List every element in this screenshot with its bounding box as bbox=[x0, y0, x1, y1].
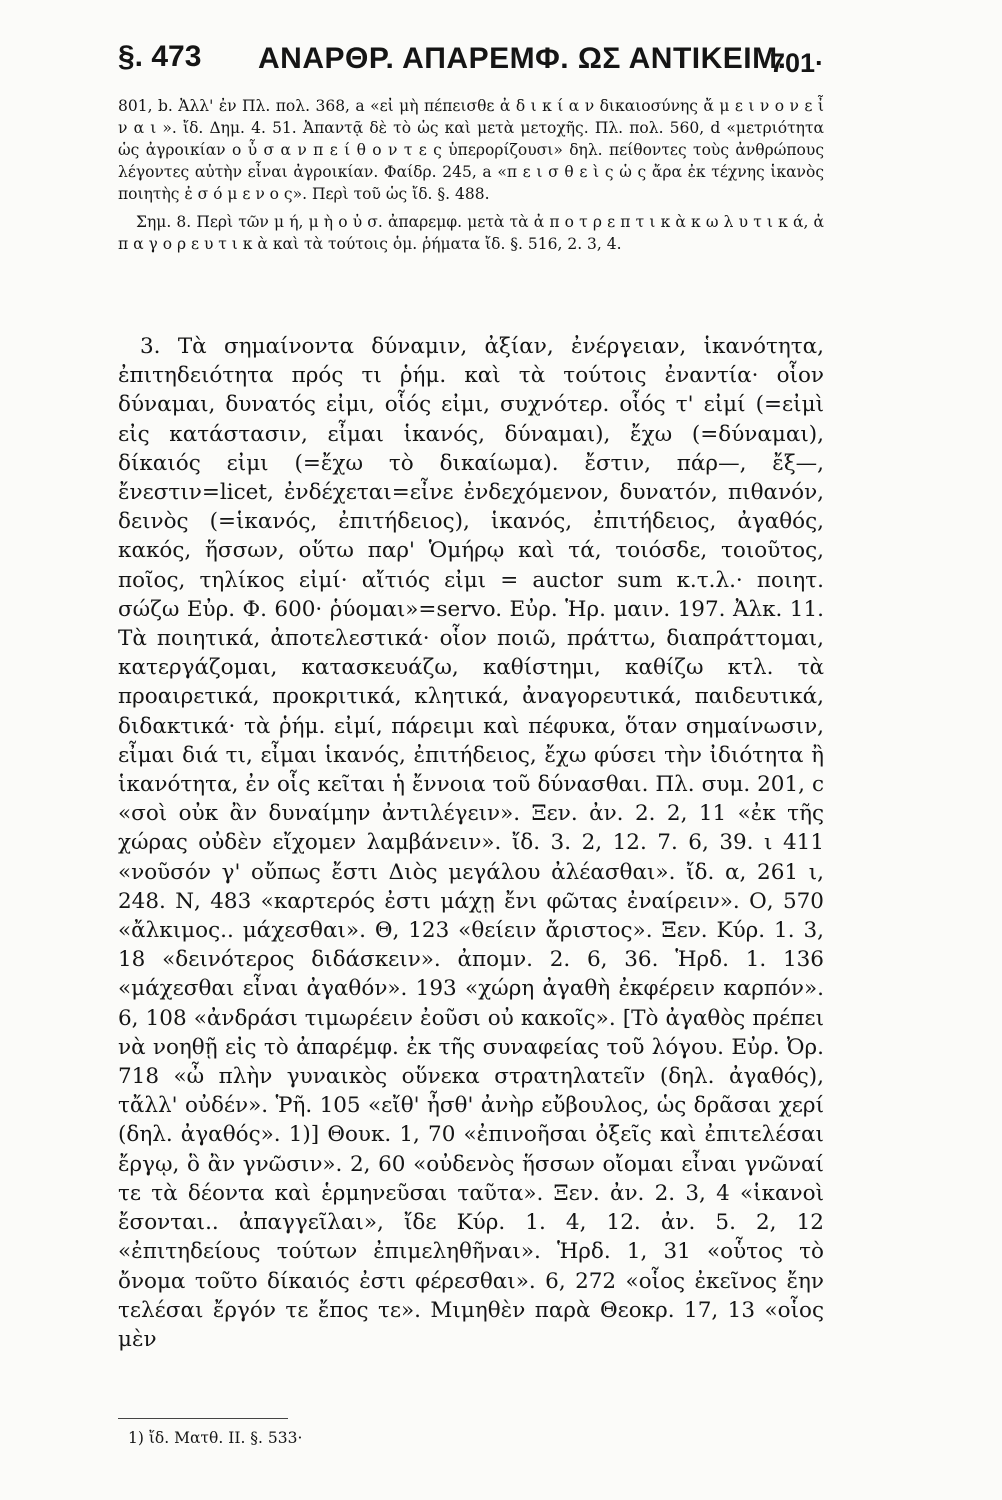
running-title: ΑΝΑΡΘΡ. ΑΠΑΡΕΜΦ. ΩΣ ΑΝΤΙΚΕΙΜ. bbox=[258, 42, 787, 75]
small-paragraph-1: 801, b. Ἀλλ' ἐν Πλ. πολ. 368, a «εἰ μὴ πέπεισθε ἀ δ ι κ ί α ν δικαιοσύνης ἄ μ ε ι ν ο ν ε ἶ ν α ι ». ἴδ. Δημ. 4. 51. Ἀπαντᾷ δὲ τὸ ὡς καὶ μετὰ μετοχῆς. Πλ. πολ. 560, d «μετριότητα ὡς ἀγροικίαν ο ὖ σ α ν π ε ί θ ο ν τ ε ς ὑπερορίζουσι» δηλ. πείθοντες τοὺς ἀνθρώπους λέγοντες αὐτὴν εἶναι ἀγροικίαν. Φαίδρ. 245, a «π ε ι σ θ ε ὶ ς ὡ ς ἄρα ἐκ τέχνης ἱκανὸς ποιητὴς ἐ σ ό μ ε ν ο ς». Περὶ τοῦ ὡς ἴδ. §. 488. bbox=[118, 97, 824, 203]
footnote-separator bbox=[118, 1418, 288, 1419]
footnote: 1) ἴδ. Ματθ. II. §. 533· bbox=[128, 1429, 303, 1447]
running-header bbox=[118, 40, 824, 90]
page-number: 701· bbox=[769, 48, 824, 78]
main-paragraph-3: 3. Τὰ σημαίνοντα δύναμιν, ἀξίαν, ἐνέργειαν, ἱκανότητα, ἐπιτηδειότητα πρός τι ῥήμ. καὶ τὰ τούτοις ἐναντία· οἷον δύναμαι, δυνατός εἰμι, οἷός εἰμι, συχνότερ. οἷός τ' εἰμί (=εἰμὶ εἰς κατάστασιν, εἶμαι ἱκανός, δύναμαι), ἔχω (=δύναμαι), δίκαιός εἰμι (=ἔχω τὸ δικαίωμα). ἔστιν, πάρ—, ἔξ—, ἔνεστιν=licet, ἐνδέχεται=εἶνε ἐνδεχόμενον, δυνατόν, πιθανόν, δεινὸς (=ἱκανός, ἐπιτήδειος), ἱκανός, ἐπιτήδειος, ἀγαθός, κακός, ἥσσων, οὕτω παρ' Ὁμήρῳ καὶ τά, τοιόσδε, τοιοῦτος, ποῖος, τηλίκος εἰμί· αἴτιός εἰμι = auctor sum κ.τ.λ.· ποιητ. σώζω Εὐρ. Φ. 600· ῥύομαι»=servo. Εὐρ. Ἡρ. μαιν. 197. Ἀλκ. 11. Τὰ ποιητικά, ἀποτελεστικά· οἷον ποιῶ, πράττω, διαπράττομαι, κατεργάζομαι, κατασκευάζω, καθίστημι, καθίζω κτλ. τὰ προαιρετικά, προκριτικά, κλητικά, ἀναγορευτικά, παιδευτικά, διδακτικά· τὰ ῥήμ. εἰμί, πάρειμι καὶ πέφυκα, ὅταν σημαίνωσιν, εἶμαι διά τι, εἶμαι ἱκανός, ἐπιτήδειος, ἔχω φύσει τὴν ἰδιότητα ἢ ἱκανότητα, ἐν οἷς κεῖται ἡ ἔννοια τοῦ δύνασθαι. Πλ. συμ. 201, c «σοὶ οὐκ ἂν δυναίμην ἀντιλέγειν». Ξεν. ἀν. 2. 2, 11 «ἐκ τῆς χώρας οὐδὲν εἴχομεν λαμβάνειν». ἴδ. 3. 2, 12. 7. 6, 39. ι 411 «νοῦσόν γ' οὔπως ἔστι Διὸς μεγάλου ἀλέασθαι». ἴδ. α, 261 ι, 248. Ν, 483 «καρτερός ἐστι μάχῃ ἔνι φῶτας ἐναίρειν». Ο, 570 «ἄλκιμος.. μάχεσθαι». Θ, 123 «θείειν ἄριστος». Ξεν. Κύρ. 1. 3, 18 «δεινότερος διδάσκειν». ἀπομν. 2. 6, 36. Ἡρδ. 1. 136 «μάχεσθαι εἶναι ἀγαθόν». 193 «χώρη ἀγαθὴ ἐκφέρειν καρπόν». 6, 108 «ἀνδράσι τιμωρέειν ἐοῦσι οὐ κακοῖς». [Τὸ ἀγαθὸς πρέπει νὰ νοηθῇ εἰς τὸ ἀπαρέμφ. ἐκ τῆς συναφείας τοῦ λόγου. Εὐρ. Ὀρ. 718 «ὦ πλὴν γυναικὸς οὕνεκα στρατηλατεῖν (δηλ. ἀγαθός), τἄλλ' οὐδέν». Ῥῆ. 105 «εἴθ' ἦσθ' ἀνὴρ εὔβουλος, ὡς δρᾶσαι χερί (δηλ. ἀγαθός». 1)] Θουκ. 1, 70 «ἐπινοῆσαι ὀξεῖς καὶ ἐπιτελέσαι ἔργῳ, ὃ ἂν γνῶσιν». 2, 60 «οὐδενὸς ἥσσων οἴομαι εἶναι γνῶναί τε τὰ δέοντα καὶ ἑρμηνεῦσαι ταῦτα». Ξεν. ἀν. 2. 3, 4 «ἱκανοὶ ἔσονται.. ἀπαγγεῖλαι», ἴδε Κύρ. 1. 4, 12. ἀν. 5. 2, 12 «ἐπιτηδείους τούτων ἐπιμεληθῆναι». Ἡρδ. 1, 31 «οὗτος τὸ ὄνομα τοῦτο δίκαιός ἐστι φέρεσθαι». 6, 272 «οἷος ἐκεῖνος ἔην τελέσαι ἔργόν τε ἔπος τε». Μιμηθὲν παρὰ Θεοκρ. 17, 13 «οἷος μὲν bbox=[118, 334, 824, 1352]
small-print-block bbox=[118, 95, 824, 255]
main-text-block bbox=[118, 332, 824, 1354]
small-paragraph-note-8: Σημ. 8. Περὶ τῶν μ ή, μ ὴ ο ὐ σ. ἀπαρεμφ. μετὰ τὰ ἀ π ο τ ρ ε π τ ι κ ὰ κ ω λ υ τ ι κ ά, ἀ π α γ ο ρ ε υ τ ι κ ὰ καὶ τὰ τούτοις ὁμ. ῥήματα ἴδ. §. 516, 2. 3, 4. bbox=[118, 213, 824, 253]
section-number: §. 473 bbox=[118, 40, 202, 73]
